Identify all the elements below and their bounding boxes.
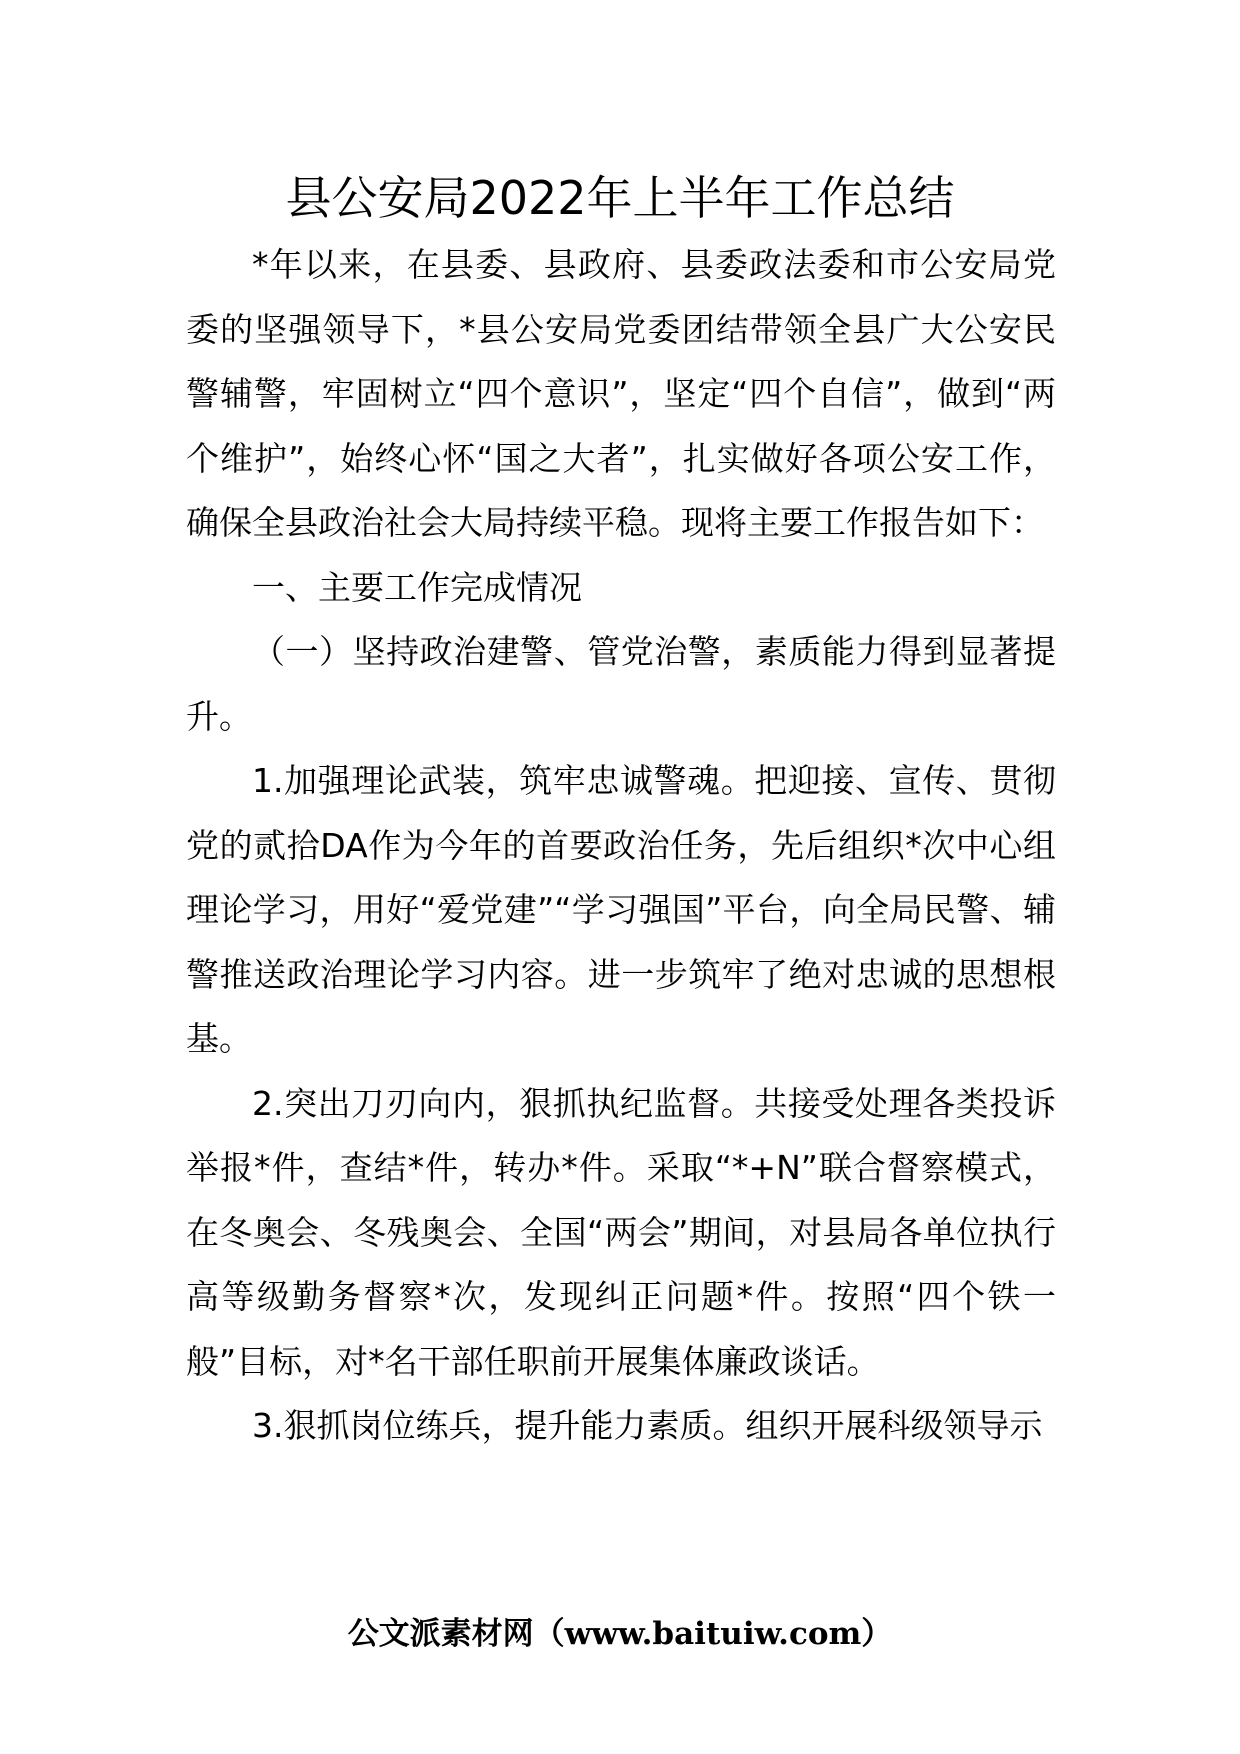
document-body <box>186 233 1056 1459</box>
section-heading: 一、主要工作完成情况 <box>252 567 582 607</box>
item-paragraph: 3.狠抓岗位练兵，提升能力素质。组织开展科级领导示 <box>252 1406 1043 1445</box>
document-title: 县公安局2022年上半年工作总结 <box>285 171 955 225</box>
item-paragraph: 1.加强理论武装，筑牢忠诚警魂。把迎接、宣传、贯彻党的贰拾DA作为今年的首要政治任务，先后组织*次中心组理论学习，用好“爱党建”“学习强国”平台，向全局民警、辅警推送政治理论学习内容。进一步筑牢了绝对忠诚的思想根基。 <box>186 761 1056 1058</box>
intro-paragraph: *年以来，在县委、县政府、县委政法委和市公安局党委的坚强领导下，*县公安局党委团结带领全县广大公安民警辅警，牢固树立“四个意识”，坚定“四个自信”，做到“两个维护”，始终心怀“国之大者”，扎实做好各项公安工作，确保全县政治社会大局持续平稳。现将主要工作报告如下： <box>186 245 1056 542</box>
footer-watermark: 公文派素材网（www.baituiw.com） <box>347 1616 893 1652</box>
subsection-heading: （一）坚持政治建警、管党治警，素质能力得到显著提升。 <box>186 632 1056 736</box>
item-paragraph: 2.突出刀刃向内，狠抓执纪监督。共接受处理各类投诉举报*件，查结*件，转办*件。采取“*+N”联合督察模式，在冬奥会、冬残奥会、全国“两会”期间，对县局各单位执行高等级勤务督察*次，发现纠正问题*件。按照“四个铁一般”目标，对*名干部任职前开展集体廉政谈话。 <box>186 1083 1056 1381</box>
